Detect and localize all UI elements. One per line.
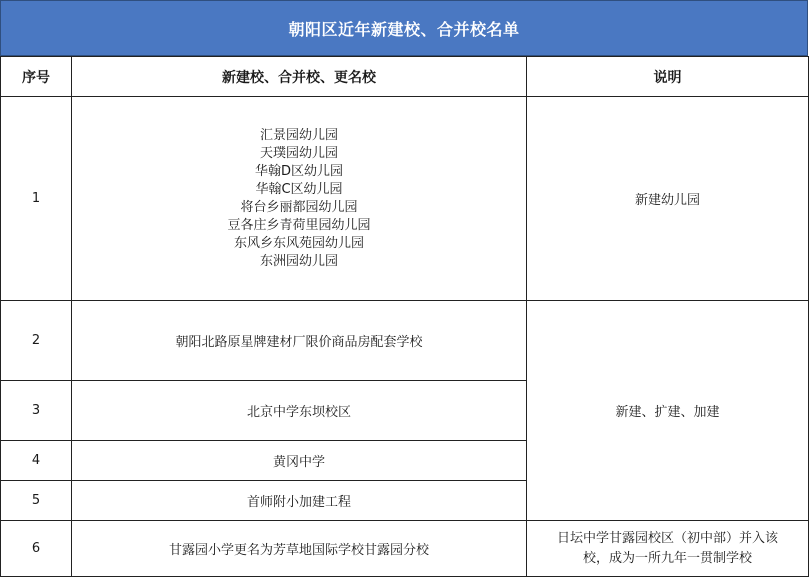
kindergarten-list xyxy=(72,127,526,271)
row-note xyxy=(527,521,809,577)
row-name: 首师附小加建工程 xyxy=(72,481,527,521)
row-note: 新建幼儿园 xyxy=(527,97,809,301)
row-name: 北京中学东坝校区 xyxy=(72,381,527,441)
kindergarten-name: 东风乡东风苑园幼儿园 xyxy=(233,235,364,251)
merge-note-line: 日坛中学甘露园校区（初中部）并入该 xyxy=(556,530,778,546)
merge-note xyxy=(527,529,808,569)
kindergarten-name: 天璞园幼儿园 xyxy=(259,145,338,161)
kindergarten-name: 将台乡丽都园幼儿园 xyxy=(240,199,358,215)
school-list-table xyxy=(0,56,809,577)
kindergarten-name: 汇景园幼儿园 xyxy=(259,127,338,143)
header-index: 序号 xyxy=(1,57,72,97)
row-name: 甘露园小学更名为芳草地国际学校甘露园分校 xyxy=(72,521,527,577)
row-index: 3 xyxy=(1,381,72,441)
row-index: 5 xyxy=(1,481,72,521)
header-row xyxy=(1,57,809,97)
table-title xyxy=(0,0,808,56)
row-index: 4 xyxy=(1,441,72,481)
table-title-text: 朝阳区近年新建校、合并校名单 xyxy=(288,19,520,39)
row-note-group: 新建、扩建、加建 xyxy=(527,301,809,521)
row-index: 2 xyxy=(1,301,72,381)
table-row xyxy=(1,97,809,301)
row-name: 朝阳北路原星牌建材厂限价商品房配套学校 xyxy=(72,301,527,381)
kindergarten-name: 东洲园幼儿园 xyxy=(259,253,338,269)
merge-note-line: 校，成为一所九年一贯制学校 xyxy=(582,550,752,566)
header-note: 说明 xyxy=(527,57,809,97)
row-name: 黄冈中学 xyxy=(72,441,527,481)
table-row xyxy=(1,301,809,381)
table-row xyxy=(1,521,809,577)
header-name: 新建校、合并校、更名校 xyxy=(72,57,527,97)
row-index: 6 xyxy=(1,521,72,577)
row-names xyxy=(72,97,527,301)
kindergarten-name: 华翰D区幼儿园 xyxy=(254,163,343,179)
row-index: 1 xyxy=(1,97,72,301)
kindergarten-name: 华翰C区幼儿园 xyxy=(255,181,343,197)
kindergarten-name: 豆各庄乡青荷里园幼儿园 xyxy=(227,217,371,233)
